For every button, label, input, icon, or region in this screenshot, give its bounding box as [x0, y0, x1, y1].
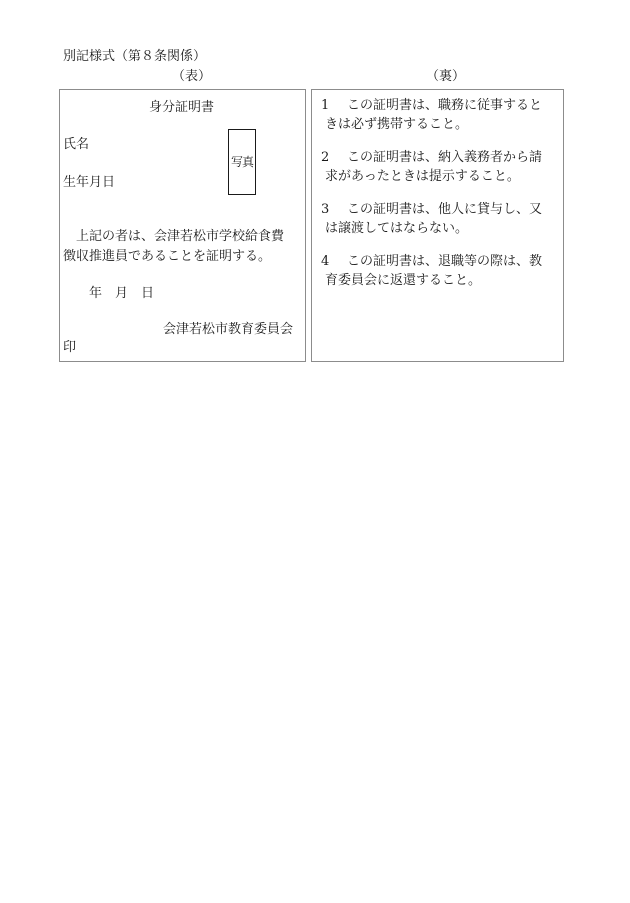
name-label: 氏名 [63, 137, 90, 152]
note-2-line-1: この証明書は、納入義務者から請 [347, 150, 543, 165]
certification-text-line-2: 徴収推進員であることを証明する。 [63, 249, 272, 264]
dob-label: 生年月日 [63, 175, 116, 190]
back-side-label: （裏） [426, 69, 466, 84]
note-1-line-2: きは必ず携帯すること。 [325, 117, 469, 132]
card-title: 身分証明書 [149, 100, 215, 115]
note-2-number: 2 [321, 150, 330, 165]
note-3-line-1: この証明書は、他人に貸与し、又 [347, 202, 543, 217]
id-card-back [311, 89, 564, 362]
note-4-line-2: 育委員会に返還すること。 [325, 273, 482, 288]
front-side-label: （表） [172, 69, 212, 84]
issue-date-line: 年 月 日 [63, 286, 155, 301]
note-4-number: 4 [321, 254, 330, 269]
note-3-number: 3 [321, 202, 330, 217]
note-3-line-2: は譲渡してはならない。 [325, 221, 469, 236]
note-1-number: 1 [321, 98, 330, 113]
seal-mark: 印 [63, 340, 77, 355]
form-caption: 別記様式（第８条関係） [63, 49, 207, 64]
certification-text-line-1: 上記の者は、会津若松市学校給食費 [63, 229, 285, 244]
note-4-line-1: この証明書は、退職等の際は、教 [347, 254, 543, 269]
note-2-line-2: 求があったときは提示すること。 [325, 169, 520, 184]
photo-box [228, 129, 256, 195]
photo-label: 写真 [230, 155, 253, 169]
issuer-name: 会津若松市教育委員会 [163, 322, 294, 337]
id-card-front [59, 89, 306, 362]
note-1-line-1: この証明書は、職務に従事すると [347, 98, 543, 113]
